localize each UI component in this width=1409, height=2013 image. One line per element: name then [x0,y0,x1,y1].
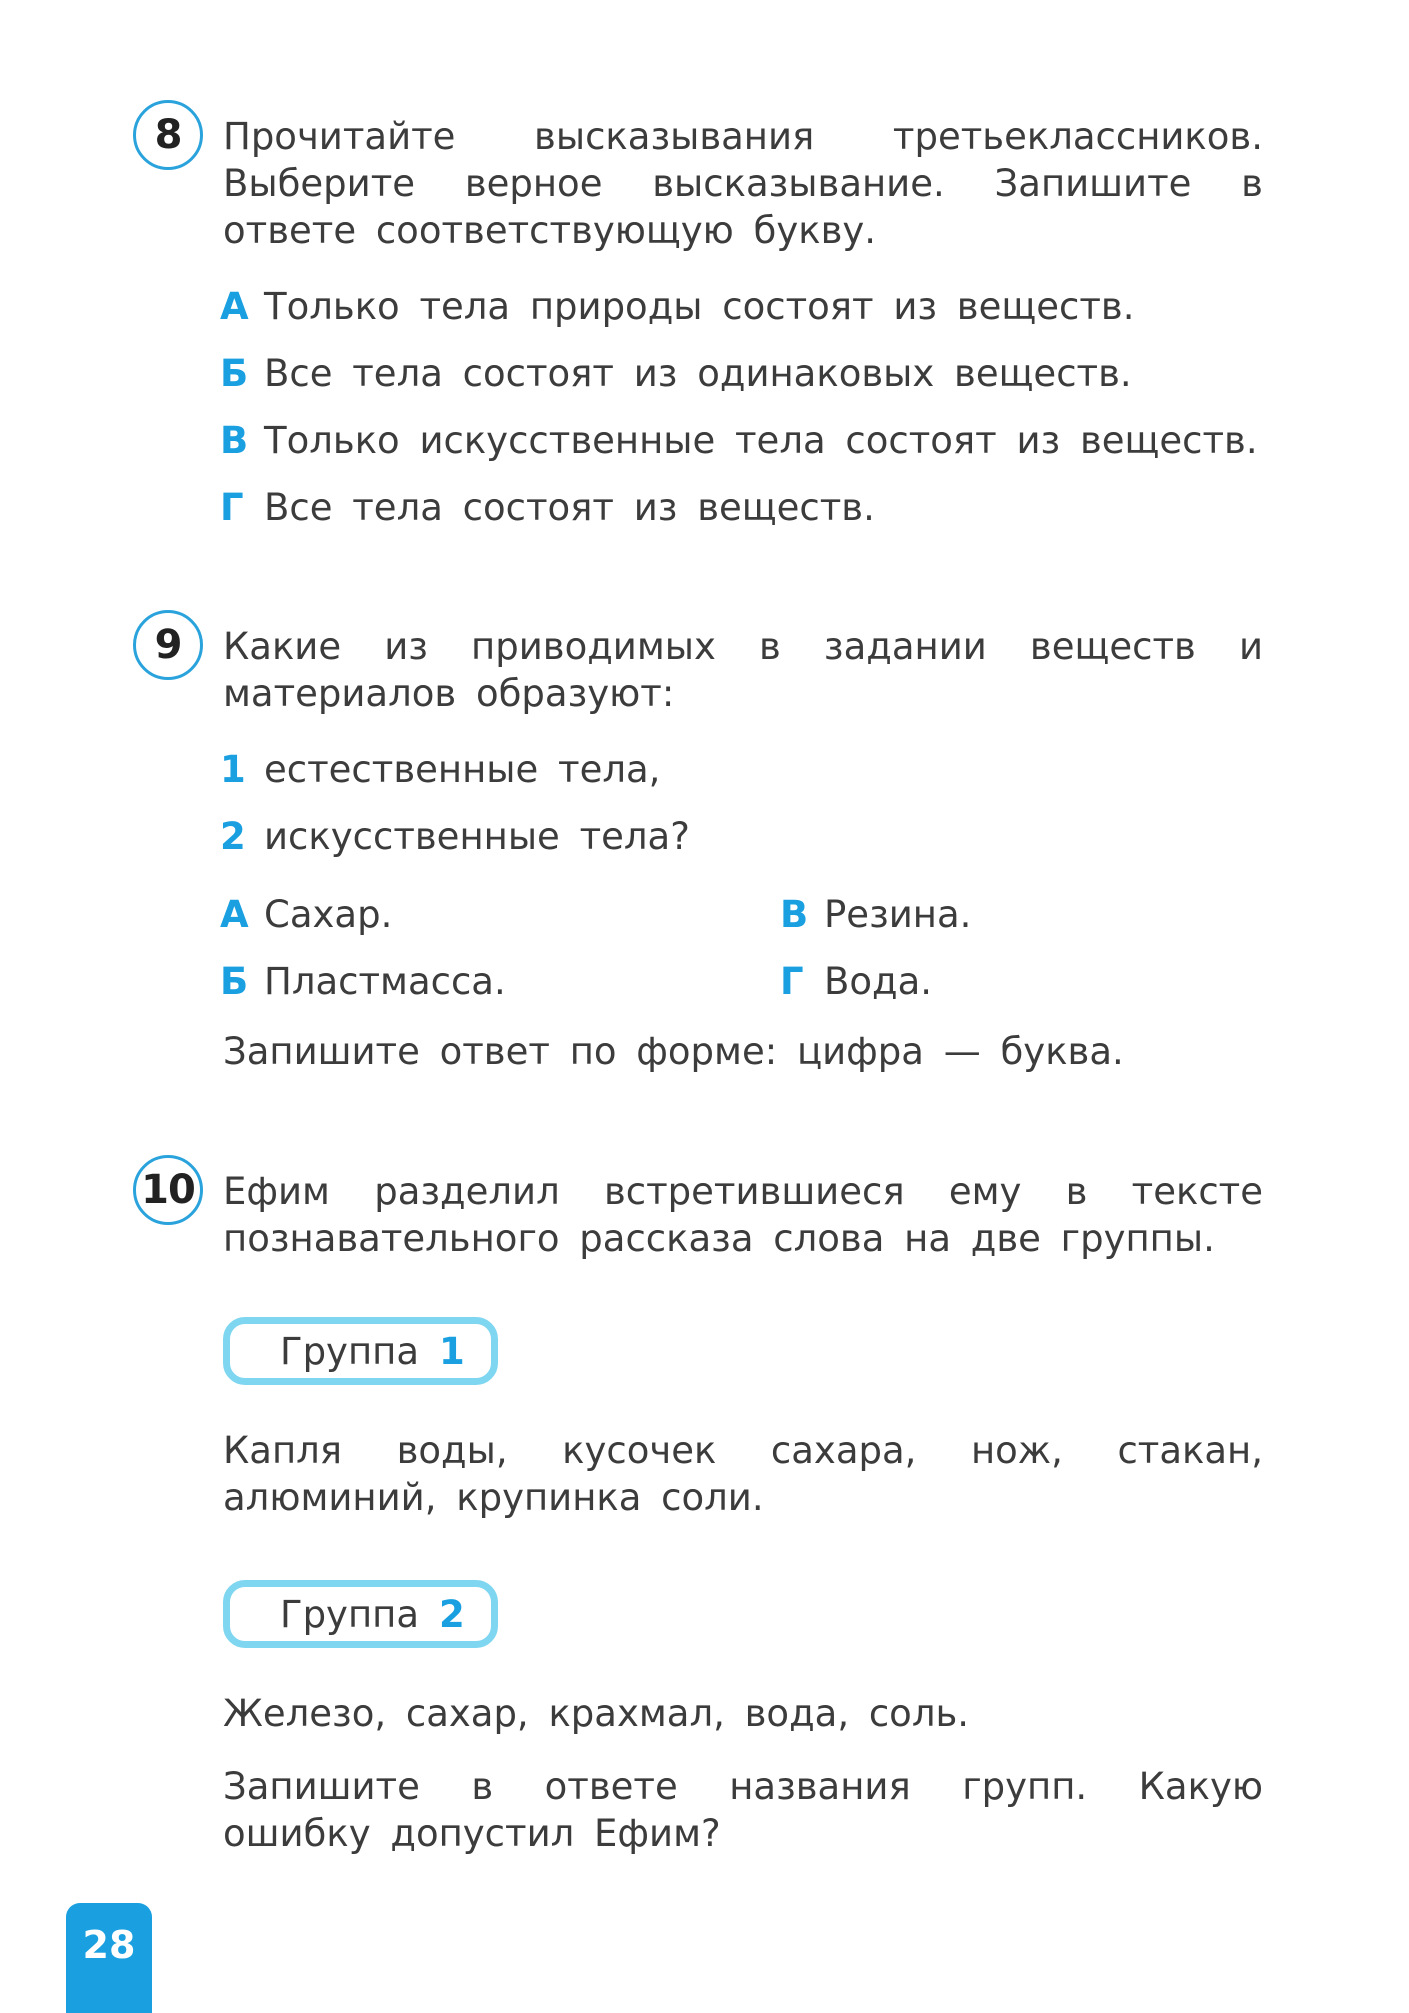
task-9-category-1 [220,746,660,793]
group-label-text: Группа [280,1592,420,1636]
category-number: 2 [220,815,246,858]
page-number: 28 [66,1903,152,2013]
category-text: искусственные тела? [264,815,690,858]
option-letter: А [220,285,249,328]
task-8-option-a [220,283,1134,330]
task-8-option-g [220,484,875,531]
task-number-9: 9 [133,610,203,680]
task-10-question: Запишите в ответе названия групп. Какую ошибку допустил Ефим? [223,1765,1263,1855]
option-letter: Г [780,960,804,1003]
task-9-prompt: Какие из приводимых в задании веществ и материалов образуют: [223,625,1263,715]
task-number-8: 8 [133,100,203,170]
option-letter: В [220,419,249,462]
category-number: 1 [220,748,246,791]
option-letter: Б [220,960,249,1003]
group-1-words: Капля воды, кусочек сахара, нож, стакан, алюминий, крупинка соли. [223,1429,1263,1519]
option-letter: Г [220,486,244,529]
group-label-text: Группа [280,1329,420,1373]
task-9-option-v [780,891,971,938]
task-9-option-a [220,891,392,938]
category-text: естественные тела, [264,748,661,791]
option-letter: В [780,893,809,936]
group-2-words: Железо, сахар, крахмал, вода, соль. [223,1692,970,1735]
option-text: Только тела природы состоят из веществ. [264,285,1135,328]
option-text: Вода. [824,960,933,1003]
option-text: Все тела состоят из веществ. [264,486,875,529]
task-9-option-g [780,958,932,1005]
option-letter: Б [220,352,249,395]
option-text: Резина. [824,893,972,936]
option-text: Только искусственные тела состоят из веществ. [264,419,1258,462]
task-9-option-b [220,958,506,1005]
task-8-prompt: Прочитайте высказывания третьеклассников. Выберите верное высказывание. Запишите в ответе соответствующую букву. [223,115,1263,252]
group-label-number: 1 [439,1329,465,1373]
group-label-number: 2 [439,1592,465,1636]
task-9-instruction: Запишите ответ по форме: цифра — буква. [223,1030,1124,1073]
task-8-option-b [220,350,1132,397]
task-9-category-2 [220,813,690,860]
option-text: Сахар. [264,893,393,936]
group-1-label [223,1317,498,1385]
task-8-option-v [220,417,1258,464]
option-text: Пластмасса. [264,960,506,1003]
group-2-label [223,1580,498,1648]
task-number-10: 10 [133,1155,203,1225]
option-letter: А [220,893,249,936]
option-text: Все тела состоят из одинаковых веществ. [264,352,1132,395]
task-10-prompt: Ефим разделил встретившиеся ему в тексте познавательного рассказа слова на две группы. [223,1170,1263,1260]
